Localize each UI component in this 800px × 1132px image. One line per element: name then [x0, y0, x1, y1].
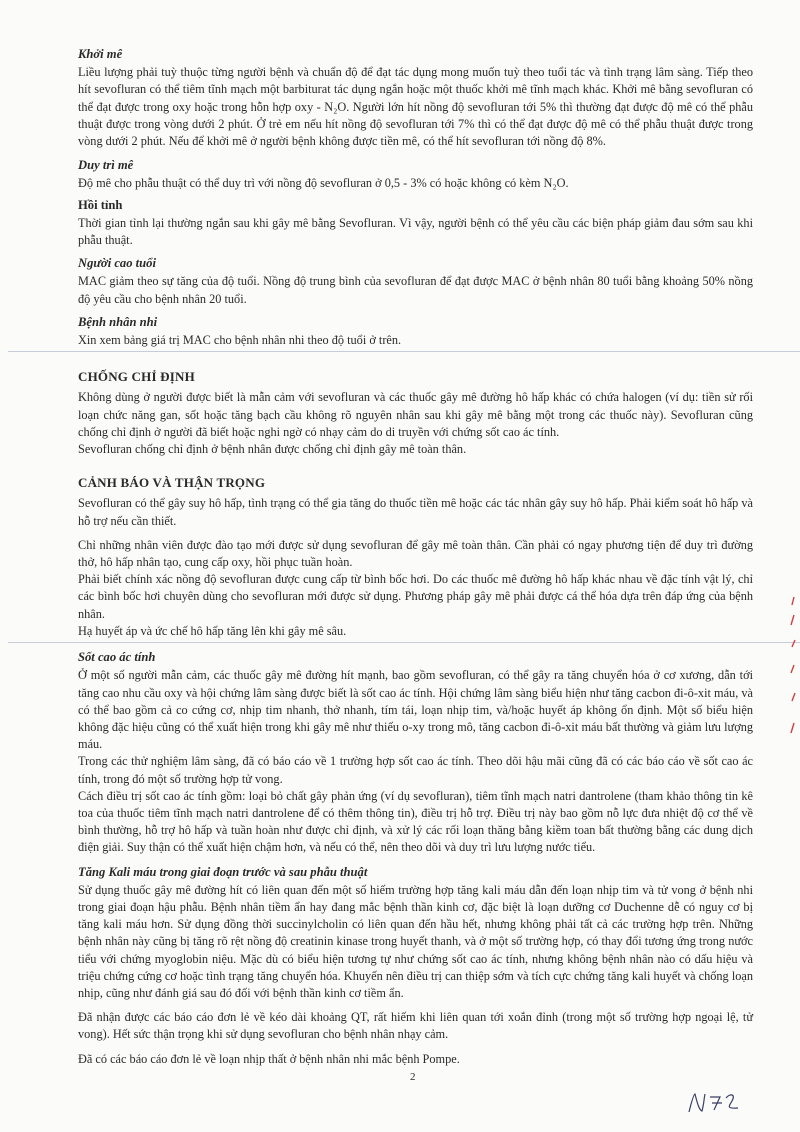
- heading-chong-chi-dinh: CHỐNG CHỈ ĐỊNH: [78, 369, 195, 385]
- document-page: [78, 40, 753, 1075]
- heading-hoi-tinh: Hồi tỉnh: [78, 197, 123, 212]
- paragraph-nguoi-cao-tuoi: MAC giảm theo sự tăng của độ tuổi. Nồng độ trung bình của sevofluran để đạt được MAC ở bệnh nhân 80 tuổi bằng khoảng 50% nồng độ yêu cầu cho bệnh nhân 20 tuổi.: [78, 274, 753, 306]
- paragraph-duy-tri-me: Độ mê cho phẫu thuật có thể duy trì với nồng độ sevofluran ở 0,5 - 3% có hoặc không có kèm N₂O.: [78, 176, 569, 191]
- paragraph-tang-kali-3: Đã có các báo cáo đơn lẻ về loạn nhịp thất ở bệnh nhân nhi mắc bệnh Pompe.: [78, 1051, 460, 1066]
- paragraph-canh-bao-1: Sevofluran có thể gây suy hô hấp, tình trạng có thể gia tăng do thuốc tiền mê hoặc các tác nhân gây suy hô hấp. Phải kiểm soát hô hấp và hỗ trợ nếu cần thiết.: [78, 496, 753, 528]
- paragraph-sot-cao-1: Ở một số người mẫn cảm, các thuốc gây mê đường hít mạnh, bao gồm sevofluran, có thể gây ra tăng chuyển hóa ở cơ xương, dẫn tới tăng cao nhu cầu oxy và hội chứng lâm sàng được biết là sốt cao ác tính. Hội chứng lâm sàng biểu hiện như tăng cacbon đi-ô-xit máu, và có thể bao gồm cả co cứng cơ, nhịp tim nhanh, thở nhanh, tím tái, loạn nhịp tim, và/hoặc huyết áp không ổn định. Một số biểu hiện không đặc hiệu cũng có thể xuất hiện trong khi gây mê như thiếu o-xy trong mô, tăng cacbon đi-ô-xit máu bất thường và giảm lưu lượng máu.: [78, 668, 753, 752]
- heading-nguoi-cao-tuoi: Người cao tuổi: [78, 256, 156, 271]
- divider-2: [8, 642, 800, 643]
- handwritten-signature-icon: [686, 1088, 746, 1118]
- paragraph-sot-cao-3: Cách điều trị sốt cao ác tính gồm: loại bỏ chất gây phản ứng (ví dụ sevofluran), tiêm tĩnh mạch natri dantrolene (tham khảo thông tin kê toa của thuốc tiêm tĩnh mạch natri dantrolene để có thêm thông tin), điều trị hỗ trợ. Điều trị này bao gồm nỗ lực đưa nhiệt độ cơ thể về bình thường, hỗ trợ hô hấp và tuần hoàn như được chỉ định, và xử lý các rối loạn thăng bằng kiềm toan bất thường bằng các dung dịch điện giải. Suy thận có thể xuất hiện chậm hơn, và nếu có thể, nên theo dõi và duy trì lưu lượng nước tiểu.: [78, 788, 753, 855]
- heading-benh-nhan-nhi: Bệnh nhân nhi: [78, 314, 158, 329]
- divider-1: [8, 351, 800, 352]
- paragraph-hoi-tinh: Thời gian tỉnh lại thường ngắn sau khi gây mê bằng Sevofluran. Vì vậy, người bệnh có thể yêu cầu các biện pháp giảm đau sớm sau khi phẫu thuật.: [78, 215, 753, 248]
- paragraph-chong-chi-dinh: Không dùng ở người được biết là mẫn cảm với sevofluran và các thuốc gây mê đường hô hấp khác có chứa halogen (ví dụ: tiền sử rối loạn chức năng gan, sốt hoặc tăng bạch cầu không rõ nguyên nhân sau khi gây mê bằng một trong các thuốc này). Sevofluran cũng chống chỉ định ở người đã biết hoặc nghi ngờ có nhạy cảm do di truyền với chứng sốt cao ác tính.: [78, 390, 753, 439]
- heading-sot-cao: Sốt cao ác tính: [78, 650, 156, 665]
- paragraph-canh-bao-3: Phải biết chính xác nồng độ sevofluran được cung cấp từ bình bốc hơi. Do các thuốc mê đường hô hấp khác nhau về đặc tính vật lý, chỉ các bình bốc hơi chuyên dùng cho sevofluran mới được sử dụng. Phương pháp gây mê phải được cá thể hóa dựa trên đáp ứng của bệnh nhân.: [78, 572, 753, 621]
- paragraph-canh-bao-2: Chỉ những nhân viên được đào tạo mới được sử dụng sevofluran để gây mê toàn thân. Cần phải có ngay phương tiện để duy trì đường thở, hô hấp nhân tạo, cung cấp oxy, hồi phục tuần hoàn.: [78, 537, 753, 570]
- heading-duy-tri-me: Duy trì mê: [78, 158, 134, 173]
- paragraph-khoi-me: Liều lượng phải tuỳ thuộc từng người bệnh và chuẩn độ để đạt tác dụng mong muốn tuỳ theo tuổi tác và tình trạng lâm sàng. Tiếp theo hít sevofluran có thể tiêm tĩnh mạch một barbiturat tác dụng ngắn hoặc một thuốc khởi mê tĩnh mạch khác. Khởi mê bằng sevofluran có thể đạt được trong oxy hoặc trong hỗn hợp oxy - N₂O. Người lớn hít nồng độ sevofluran tới 5% thì thường đạt được độ mê có thể phẫu thuật được trong vòng dưới 2 phút. Ở trẻ em nếu hít nồng độ sevofluran tới 7% thì có thể đạt được độ mê có thể phẫu thuật được trong vòng dưới 2 phút. Nếu để khởi mê ở người bệnh không được tiền mê, có thể hít sevofluran tới nồng độ 8%.: [78, 65, 753, 149]
- paragraph-tang-kali-1: Sử dụng thuốc gây mê đường hít có liên quan đến một số hiếm trường hợp tăng kali máu dẫn đến loạn nhịp tim và tử vong ở bệnh nhi trong giai đoạn hậu phẫu. Bệnh nhân tiềm ẩn hay đang mắc bệnh thần kinh cơ, đặc biệt là loạn dưỡng cơ Duchenne dễ có nguy cơ bị tăng kali máu hơn. Sử dụng đồng thời succinylcholin có liên quan đến hầu hết, nhưng không phải tất cả các trường hợp trên. Những bệnh nhân này cũng bị tăng rõ rệt nồng độ creatinin kinase trong huyết thanh, và ở một số trường hợp, có thay đổi tương ứng trong nước tiểu với chứng myoglobin niệu. Mặc dù có biểu hiện tương tự như chứng sốt cao ác tính, nhưng không bệnh nhân nào có dấu hiệu và triệu chứng cứng cơ hoặc tình trạng tăng chuyển hóa. Khuyến nên điều trị can thiệp sớm và tích cực chứng tăng kali huyết và chống loạn nhịp, cũng như đánh giá sau đó đối với bệnh thần kinh cơ tiềm ẩn.: [78, 882, 753, 1000]
- paragraph-canh-bao-4: Hạ huyết áp và ức chế hô hấp tăng lên khi gây mê sâu.: [78, 623, 347, 638]
- paragraph-tang-kali-2: Đã nhận được các báo cáo đơn lẻ về kéo dài khoảng QT, rất hiếm khi liên quan tới xoắn đỉnh (trong một số trường hợp ngoại lệ, tử vong). Hết sức thận trọng khi sử dụng sevofluran cho bệnh nhân nhạy cảm.: [78, 1010, 753, 1042]
- paragraph-chong-chi-dinh-2: Sevofluran chống chỉ định ở bệnh nhân được chống chỉ định gây mê toàn thân.: [78, 442, 467, 457]
- heading-canh-bao: CẢNH BÁO VÀ THẬN TRỌNG: [78, 475, 266, 491]
- page-number: 2: [410, 1071, 416, 1083]
- margin-stamp-marks: [788, 595, 798, 745]
- heading-tang-kali: Tăng Kali máu trong giai đoạn trước và sau phẫu thuật: [78, 864, 368, 879]
- paragraph-benh-nhan-nhi: Xin xem bảng giá trị MAC cho bệnh nhân nhi theo độ tuổi ở trên.: [78, 333, 402, 348]
- heading-khoi-me: Khởi mê: [78, 47, 123, 61]
- paragraph-sot-cao-2: Trong các thử nghiệm lâm sàng, đã có báo cáo về 1 trường hợp sốt cao ác tính. Theo dõi hậu mãi cũng đã có các báo cáo về sốt cao ác tính, trong đó một số trường hợp tử vong.: [78, 754, 753, 786]
